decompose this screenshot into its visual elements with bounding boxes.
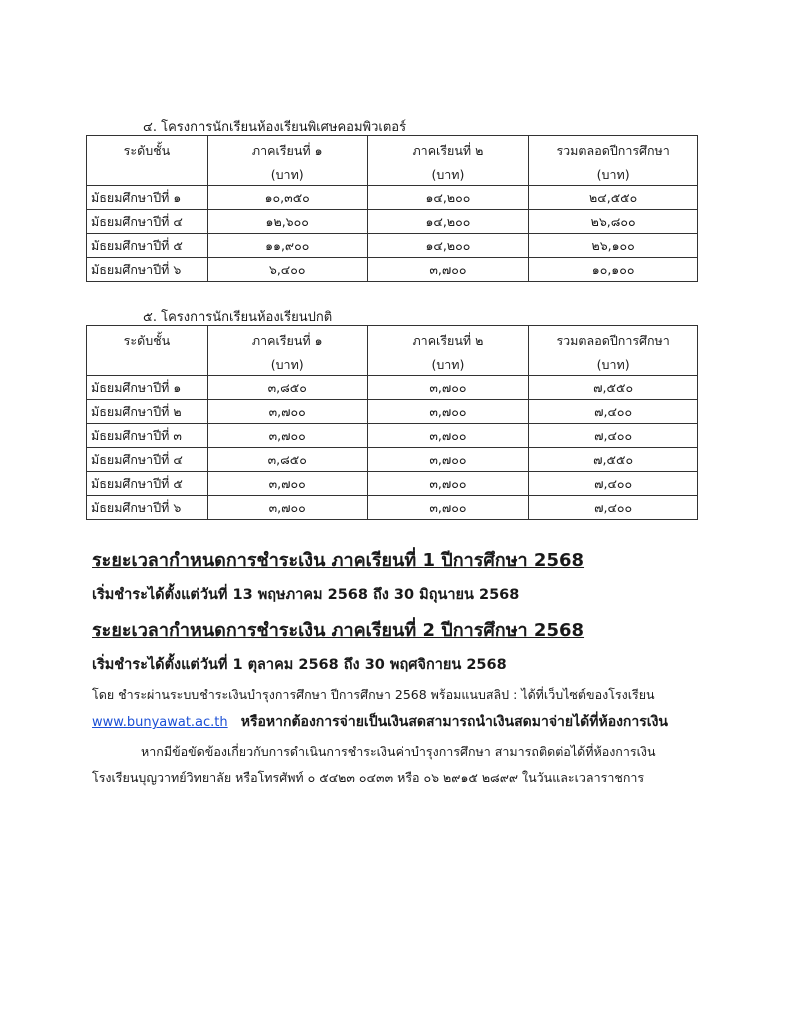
term2-cell: ๓,๗๐๐ — [367, 472, 529, 496]
regular-class-fee-table — [86, 325, 698, 520]
term1-cell: ๓,๗๐๐ — [207, 472, 367, 496]
total-cell: ๗,๔๐๐ — [529, 496, 698, 520]
level-cell: มัธยมศึกษาปีที่ ๔ — [87, 448, 208, 472]
term2-cell: ๓,๗๐๐ — [367, 376, 529, 400]
level-cell: มัธยมศึกษาปีที่ ๔ — [87, 210, 208, 234]
term2-cell: ๓,๗๐๐ — [367, 258, 529, 282]
table-row — [87, 448, 698, 472]
term1-cell: ๓,๗๐๐ — [207, 424, 367, 448]
school-website-link[interactable]: www.bunyawat.ac.th — [92, 715, 228, 730]
contact-line-1: หากมีข้อขัดข้องเกี่ยวกับการดำเนินการชำระเงินค่าบำรุงการศึกษา สามารถติดต่อได้ที่ห้องการเงิน — [141, 744, 656, 759]
header-level: ระดับชั้น — [87, 136, 208, 186]
total-cell: ๗,๔๐๐ — [529, 424, 698, 448]
section-5-title: ๕. โครงการนักเรียนห้องเรียนปกติ — [143, 310, 333, 325]
total-cell: ๑๐,๑๐๐ — [529, 258, 698, 282]
table-row — [87, 424, 698, 448]
term1-cell: ๓,๗๐๐ — [207, 400, 367, 424]
level-cell: มัธยมศึกษาปีที่ ๑ — [87, 376, 208, 400]
level-cell: มัธยมศึกษาปีที่ ๖ — [87, 496, 208, 520]
term1-cell: ๓,๘๕๐ — [207, 376, 367, 400]
table-row — [87, 496, 698, 520]
header-term1: ภาคเรียนที่ ๑ (บาท) — [207, 326, 367, 376]
term2-cell: ๑๔,๒๐๐ — [367, 186, 529, 210]
table-row — [87, 258, 698, 282]
level-cell: มัธยมศึกษาปีที่ ๕ — [87, 234, 208, 258]
table-row — [87, 210, 698, 234]
total-cell: ๗,๔๐๐ — [529, 472, 698, 496]
level-cell: มัธยมศึกษาปีที่ ๕ — [87, 472, 208, 496]
term1-cell: ๑๒,๖๐๐ — [207, 210, 367, 234]
header-term1: ภาคเรียนที่ ๑ (บาท) — [207, 136, 367, 186]
website-line — [92, 711, 668, 733]
term2-cell: ๑๔,๒๐๐ — [367, 210, 529, 234]
cash-payment-text: หรือหากต้องการจ่ายเป็นเงินสดสามารถนำเงินสดมาจ่ายได้ที่ห้องการเงิน — [240, 714, 668, 730]
term2-cell: ๓,๗๐๐ — [367, 400, 529, 424]
contact-line-2: โรงเรียนบุญวาทย์วิทยาลัย หรือโทรศัพท์ ๐ ๕๔๒๓ ๐๔๓๓ หรือ ๐๖ ๒๙๑๕ ๒๘๙๙ ในวันและเวลาราชการ — [92, 770, 645, 785]
header-term2: ภาคเรียนที่ ๒ (บาท) — [367, 136, 529, 186]
term2-cell: ๓,๗๐๐ — [367, 424, 529, 448]
term2-cell: ๓,๗๐๐ — [367, 448, 529, 472]
term2-payment-period: เริ่มชำระได้ตั้งแต่วันที่ 1 ตุลาคม 2568 ถึง 30 พฤศจิกายน 2568 — [92, 657, 507, 673]
header-level: ระดับชั้น — [87, 326, 208, 376]
total-cell: ๗,๔๐๐ — [529, 400, 698, 424]
header-term2: ภาคเรียนที่ ๒ (บาท) — [367, 326, 529, 376]
term2-cell: ๓,๗๐๐ — [367, 496, 529, 520]
level-cell: มัธยมศึกษาปีที่ ๑ — [87, 186, 208, 210]
level-cell: มัธยมศึกษาปีที่ ๖ — [87, 258, 208, 282]
computer-class-fee-table — [86, 135, 698, 282]
term1-cell: ๑๐,๓๕๐ — [207, 186, 367, 210]
total-cell: ๒๖,๘๐๐ — [529, 210, 698, 234]
term2-payment-heading: ระยะเวลากำหนดการชำระเงิน ภาคเรียนที่ 2 ปีการศึกษา 2568 — [92, 620, 585, 641]
term1-cell: ๓,๗๐๐ — [207, 496, 367, 520]
total-cell: ๒๖,๑๐๐ — [529, 234, 698, 258]
payment-method-text: โดย ชำระผ่านระบบชำระเงินบำรุงการศึกษา ปีการศึกษา 2568 พร้อมแนบสลิป : ได้ที่เว็บไซต์ของโรงเรียน — [92, 687, 655, 702]
term1-cell: ๑๑,๙๐๐ — [207, 234, 367, 258]
table-header-row — [87, 136, 698, 186]
header-total: รวมตลอดปีการศึกษา (บาท) — [529, 326, 698, 376]
table-row — [87, 472, 698, 496]
total-cell: ๒๔,๕๕๐ — [529, 186, 698, 210]
level-cell: มัธยมศึกษาปีที่ ๒ — [87, 400, 208, 424]
table-row — [87, 400, 698, 424]
total-cell: ๗,๕๕๐ — [529, 448, 698, 472]
table-header-row — [87, 326, 698, 376]
term2-cell: ๑๔,๒๐๐ — [367, 234, 529, 258]
table-row — [87, 376, 698, 400]
term1-payment-heading: ระยะเวลากำหนดการชำระเงิน ภาคเรียนที่ 1 ปีการศึกษา 2568 — [92, 550, 585, 571]
term1-cell: ๓,๘๕๐ — [207, 448, 367, 472]
level-cell: มัธยมศึกษาปีที่ ๓ — [87, 424, 208, 448]
term1-payment-period: เริ่มชำระได้ตั้งแต่วันที่ 13 พฤษภาคม 2568 ถึง 30 มิถุนายน 2568 — [92, 587, 520, 603]
header-total: รวมตลอดปีการศึกษา (บาท) — [529, 136, 698, 186]
term1-cell: ๖,๔๐๐ — [207, 258, 367, 282]
total-cell: ๗,๕๕๐ — [529, 376, 698, 400]
table-row — [87, 234, 698, 258]
section-4-title: ๔. โครงการนักเรียนห้องเรียนพิเศษคอมพิวเตอร์ — [143, 120, 407, 135]
table-row — [87, 186, 698, 210]
